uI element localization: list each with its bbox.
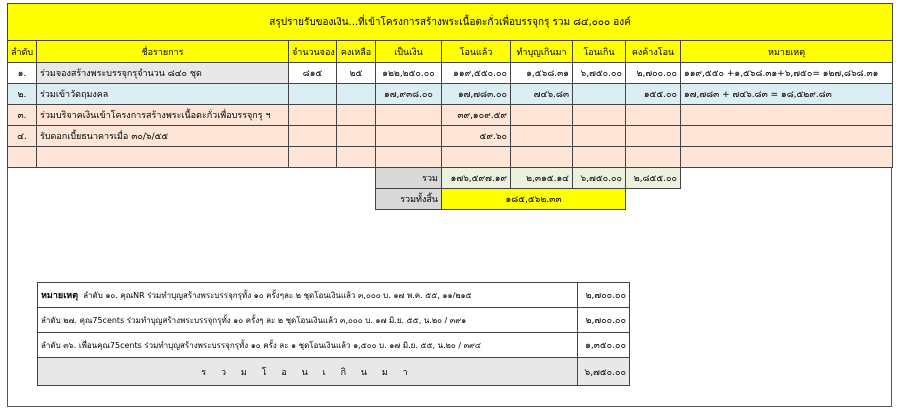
notes-table [37, 282, 630, 386]
row-number: ๒. [8, 84, 37, 105]
row-amount: ๑๒๒,๒๕๐.๐๐ [376, 63, 442, 84]
total-transferred: ๑๗๖,๕๙๗.๑๙ [442, 168, 511, 189]
note-amount: ๒,๗๐๐.๐๐ [578, 283, 630, 308]
header-cell: ลำดับ [8, 41, 37, 63]
note-row [38, 333, 630, 358]
row-over [573, 84, 626, 105]
notes-total-row [38, 358, 630, 386]
empty-row [8, 147, 893, 168]
row-name: ร่วมบริจาคเงินเข้าโครงการสร้างพระเนื้อตะกั่วเพื่อบรรจุกรุ ฯ [37, 105, 289, 126]
table-row [8, 84, 893, 105]
table-row [8, 126, 893, 147]
row-remain [337, 105, 376, 126]
note-row [38, 308, 630, 333]
grand-total-row [8, 189, 893, 210]
row-remain: ๒๕ [337, 63, 376, 84]
total-pending: ๒,๘๕๕.๐๐ [626, 168, 681, 189]
header-cell: คงค้างโอน [626, 41, 681, 63]
notes-total-amount: ๖,๗๕๐.๐๐ [578, 358, 630, 386]
row-booked: ๘๑๕ [289, 63, 337, 84]
header-cell: ทำบุญเกินมา [511, 41, 573, 63]
row-name: ร่วมเข้าวัดฤมงคล [37, 84, 289, 105]
row-pending [626, 126, 681, 147]
row-number: ๓. [8, 105, 37, 126]
row-pending [626, 105, 681, 126]
note-text: ลำดับ ๒๗. คุณ75cents ร่วมทำบุญสร้างพระบรรจุกรุทั้ง ๑๐ ครั้งๆ ละ ๒ ชุดโอนเงินแล้ว ๓,๐๐๐ บ. ๑๗ มิ.ย. ๕๕, น.๒๐ / ๓๙๑ [38, 308, 578, 333]
header-cell: โอนแล้ว [442, 41, 511, 63]
row-pending: ๑๕๕.๐๐ [626, 84, 681, 105]
row-note: ๑๗,๗๘๓ + ๗๔๖.๘๓ = ๑๘,๕๒๙.๘๓ [681, 84, 893, 105]
grand-total-value: ๑๘๕,๕๖๒.๓๓ [442, 189, 626, 210]
note-lead: หมายเหตุ [41, 291, 79, 301]
row-transferred: ๓๙,๑๐๙.๕๙ [442, 105, 511, 126]
total-over: ๖,๗๕๐.๐๐ [573, 168, 626, 189]
grand-total-label: รวมทั้งสิ้น [376, 189, 442, 210]
note-amount: ๑,๓๕๐.๐๐ [578, 333, 630, 358]
header-cell: ชื่อรายการ [37, 41, 289, 63]
row-transferred: ๑๗,๗๘๓.๐๐ [442, 84, 511, 105]
note-text: ลำดับ ๓๖. เพื่อนคุณ75cents ร่วมทำบุญสร้างพระบรรจุกรุทั้ง ๑๐ ครั้ง ละ ๑ ชุดโอนเงินแล้ว ๑,๕๐๐ บ. ๑๗ มิ.ย. ๕๕, น.๒๐ / ๓๙๔ [38, 333, 578, 358]
note-text: ลำดับ ๑๐. คุณNR ร่วมทำบุญสร้างพระบรรจุกรุทั้ง ๑๐ ครั้งๆละ ๒ ชุดโอนเงินแล้ว ๓,๐๐๐ บ. ๑๗ พ.ค. ๕๕, ๑๑/๒๑๕ [83, 291, 472, 300]
row-note [681, 126, 893, 147]
row-amount: ๑๗,๙๓๘.๐๐ [376, 84, 442, 105]
row-name: รับดอกเบี้ยธนาคารเมื่อ ๓๐/๖/๕๕ [37, 126, 289, 147]
header-cell: โอนเกิน [573, 41, 626, 63]
header-row [8, 41, 893, 63]
row-amount [376, 105, 442, 126]
row-booked [289, 84, 337, 105]
row-extra: ๑,๕๖๘.๓๑ [511, 63, 573, 84]
table-row [8, 105, 893, 126]
row-transferred: ๑๑๙,๕๕๐.๐๐ [442, 63, 511, 84]
row-extra: ๗๔๖.๘๓ [511, 84, 573, 105]
totals-label: รวม [376, 168, 442, 189]
row-remain [337, 84, 376, 105]
row-over [573, 105, 626, 126]
row-amount [376, 126, 442, 147]
notes-total-label: ร ว ม โ อ น เ กิ น ม า [38, 358, 578, 386]
row-extra [511, 105, 573, 126]
row-note: ๑๑๙,๕๕๐ +๑,๕๖๘.๓๑+๖,๗๕๐= ๑๒๗,๘๖๘.๓๑ [681, 63, 893, 84]
header-cell: หมายเหตุ [681, 41, 893, 63]
row-over: ๖,๗๕๐.๐๐ [573, 63, 626, 84]
note-amount: ๒,๗๐๐.๐๐ [578, 308, 630, 333]
row-pending: ๒,๗๐๐.๐๐ [626, 63, 681, 84]
row-booked [289, 105, 337, 126]
row-extra [511, 126, 573, 147]
header-cell: เป็นเงิน [376, 41, 442, 63]
header-cell: จำนวนจอง [289, 41, 337, 63]
note-row [38, 283, 630, 308]
row-note [681, 105, 893, 126]
header-cell: คงเหลือ [337, 41, 376, 63]
row-remain [337, 126, 376, 147]
row-number: ๑. [8, 63, 37, 84]
total-extra: ๒,๓๑๕.๑๔ [511, 168, 573, 189]
row-name: ร่วมจองสร้างพระบรรจุกรุจำนวน ๘๔๐ ชุด [37, 63, 289, 84]
summary-table [7, 3, 893, 210]
row-transferred: ๕๙.๖๐ [442, 126, 511, 147]
page-title: สรุปรายรับของเงิน...ที่เข้าโครงการสร้างพระเนื้อตะกั่วเพื่อบรรจุกรุ รวม ๘๔,๐๐๐ องค์ [8, 4, 893, 41]
row-booked [289, 126, 337, 147]
table-row [8, 63, 893, 84]
totals-row [8, 168, 893, 189]
row-over [573, 126, 626, 147]
row-number: ๔. [8, 126, 37, 147]
